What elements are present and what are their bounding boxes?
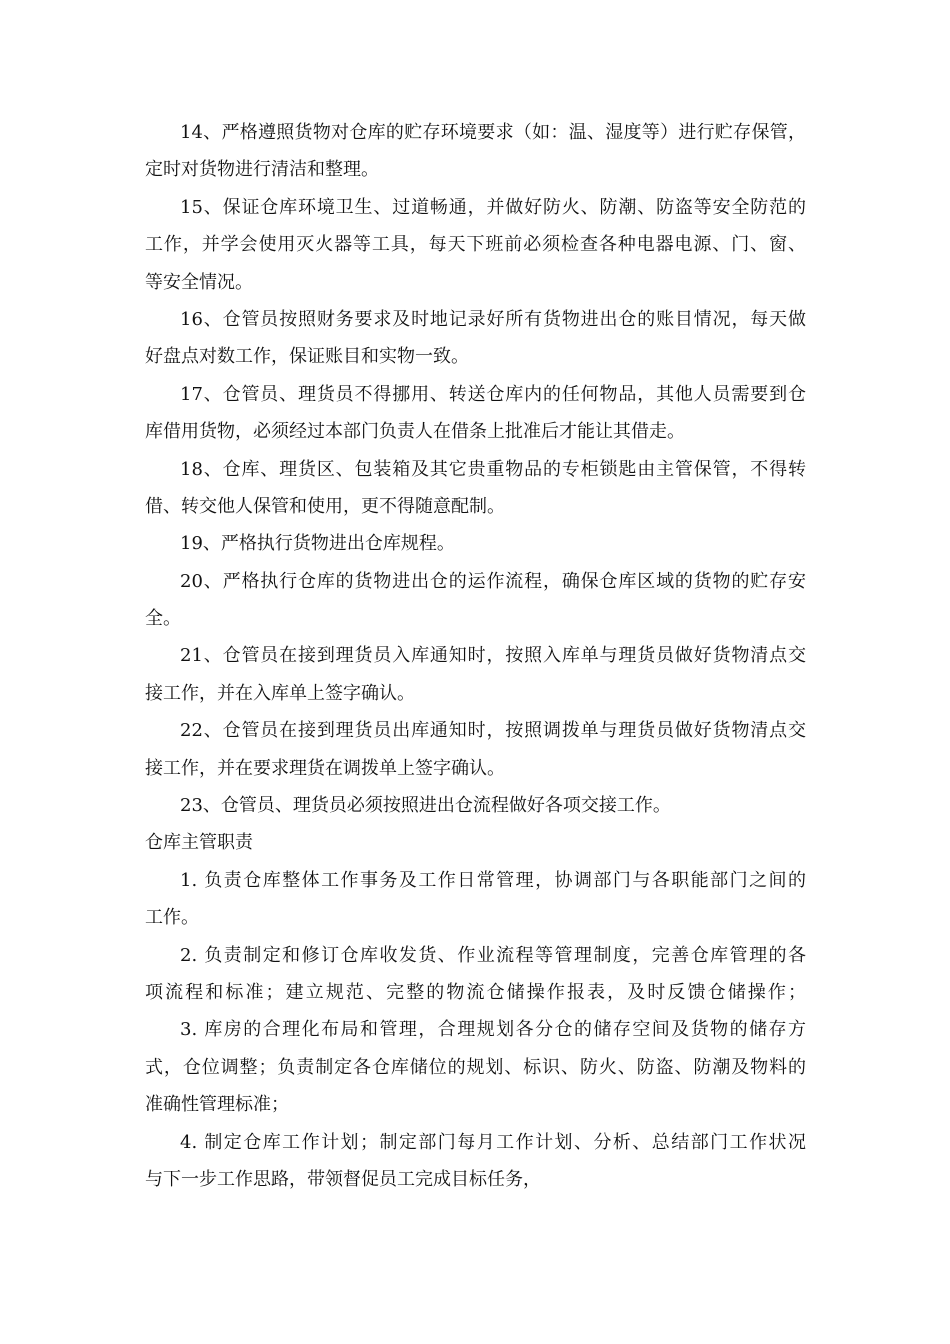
text-line: 21、仓管员在接到理货员入库通知时，按照入库单与理货员做好货物清点交	[180, 645, 806, 667]
text-line: 定时对货物进行清洁和整理。	[145, 159, 379, 181]
text-line: 17、仓管员、理货员不得挪用、转送仓库内的任何物品，其他人员需要到仓	[180, 383, 806, 405]
text-line: 等安全情况。	[145, 271, 253, 293]
text-line: 19、严格执行货物进出仓库规程。	[180, 533, 455, 555]
paragraph-item-17	[145, 376, 806, 451]
text-line: 16、仓管员按照财务要求及时地记录好所有货物进出仓的账目情况，每天做	[180, 308, 806, 330]
text-line: 库借用货物，必须经过本部门负责人在借条上批准后才能让其借走。	[145, 421, 685, 443]
paragraph-item-14	[145, 114, 806, 189]
text-line: 准确性管理标准；	[145, 1094, 289, 1116]
text-line: 3. 库房的合理化布局和管理，合理规划各分仓的储存空间及货物的储存方	[180, 1019, 806, 1041]
section-heading: 仓库主管职责	[145, 832, 253, 854]
paragraph-item-15	[145, 189, 806, 301]
text-line: 15、保证仓库环境卫生、过道畅通，并做好防火、防潮、防盗等安全防范的	[180, 196, 806, 218]
text-line: 接工作，并在入库单上签字确认。	[145, 682, 415, 704]
paragraph-item-18	[145, 451, 806, 526]
text-line: 借、转交他人保管和使用，更不得随意配制。	[145, 495, 505, 517]
paragraph-item-16	[145, 301, 806, 376]
text-line: 18、仓库、理货区、包装箱及其它贵重物品的专柜锁匙由主管保管，不得转	[180, 458, 806, 480]
paragraph-item-22	[145, 712, 806, 787]
text-line: 工作，并学会使用灭火器等工具，每天下班前必须检查各种电器电源、门、窗、	[145, 234, 806, 256]
text-line: 22、仓管员在接到理货员出库通知时，按照调拨单与理货员做好货物清点交	[180, 720, 806, 742]
text-line: 好盘点对数工作，保证账目和实物一致。	[145, 346, 469, 368]
paragraph-item-23	[145, 787, 806, 824]
text-line: 接工作，并在要求理货在调拨单上签字确认。	[145, 757, 505, 779]
text-line: 与下一步工作思路，带领督促员工完成目标任务，	[145, 1168, 541, 1190]
paragraph-item-20	[145, 563, 806, 638]
text-line: 工作。	[145, 907, 199, 929]
paragraph-item-19	[145, 525, 806, 562]
text-line: 全。	[145, 608, 181, 630]
document-page	[145, 114, 806, 1198]
text-line: 14、严格遵照货物对仓库的贮存环境要求（如：温、湿度等）进行贮存保管，	[180, 122, 806, 143]
text-line: 4. 制定仓库工作计划；制定部门每月工作计划、分析、总结部门工作状况	[180, 1131, 806, 1153]
text-line: 20、严格执行仓库的货物进出仓的运作流程，确保仓库区域的货物的贮存安	[180, 570, 806, 592]
text-line: 1. 负责仓库整体工作事务及工作日常管理，协调部门与各职能部门之间的	[180, 869, 806, 891]
paragraph-item-21	[145, 637, 806, 712]
paragraph-duty-4	[145, 1124, 806, 1199]
paragraph-duty-1	[145, 862, 806, 937]
text-line: 23、仓管员、理货员必须按照进出仓流程做好各项交接工作。	[180, 795, 671, 817]
text-line: 式，仓位调整；负责制定各仓库储位的规划、标识、防火、防盗、防潮及物料的	[145, 1056, 806, 1078]
paragraph-duty-3	[145, 1011, 806, 1123]
text-line: 项流程和标准；建立规范、完整的物流仓储操作报表，及时反馈仓储操作；	[145, 981, 806, 1003]
paragraph-duty-2	[145, 937, 806, 1012]
text-line: 2. 负责制定和修订仓库收发货、作业流程等管理制度，完善仓库管理的各	[180, 944, 806, 966]
